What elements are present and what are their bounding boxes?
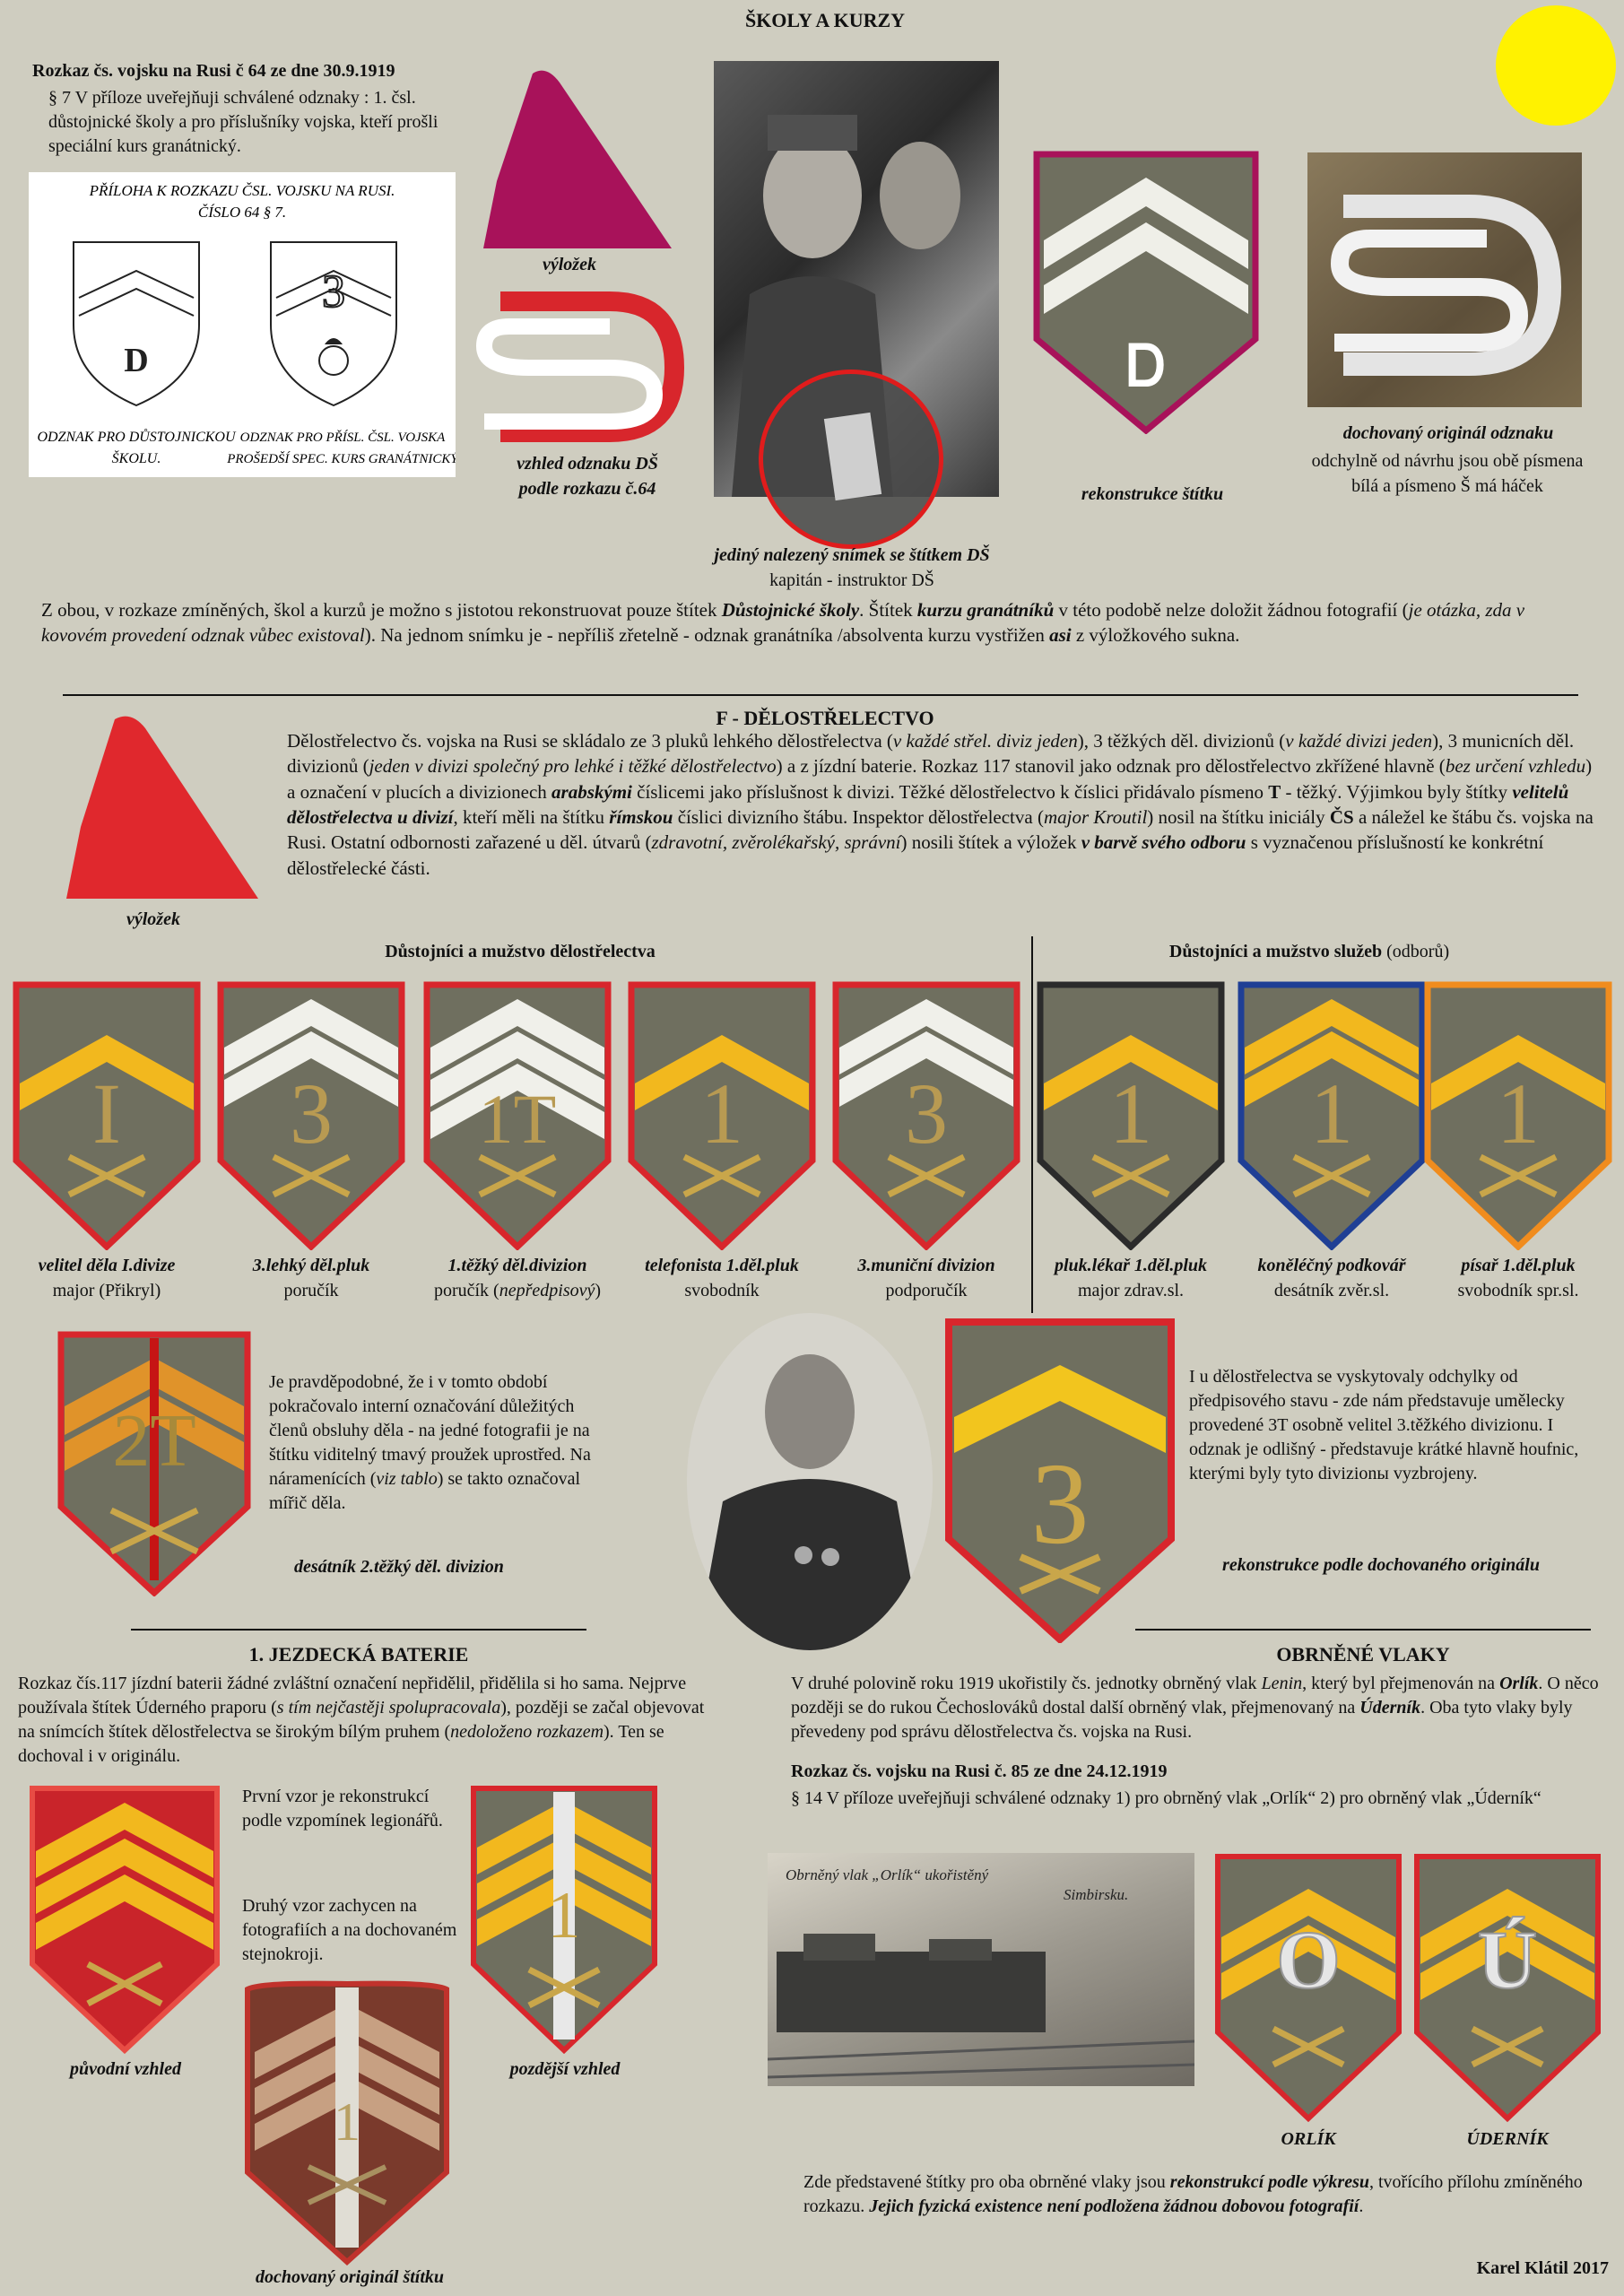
artillery-badge-8 [1424,981,1612,1250]
artillery-badge-num: 1 [1109,1065,1152,1161]
artillery-badge-title: 1.těžký děl.divizion [447,1256,587,1275]
cap-orlik: ORLÍK [1281,2129,1336,2149]
badge-2t [57,1331,251,1596]
artillery-badge-rank: podporučík [885,1281,968,1300]
cavalry-badge-later [470,1785,658,2054]
cavalry-note-2: Druhý vzor zachycen na fotografiích a na dochovaném stejnokroji. [242,1896,457,1964]
trains-title: OBRNĚNÉ VLAKY [1276,1643,1450,1665]
cavalry-badge-first [29,1785,221,2054]
photo-caption-1: jediný nalezený snímek se štítkem DŠ [714,545,990,565]
divider-1 [63,694,1578,696]
original-badge-photo [1307,152,1582,407]
artillery-badge-title: koněléčný podkovář [1257,1256,1406,1275]
vylozek-label-artillery: výložek [126,909,180,929]
svg-text:Ꭰ: Ꭰ [1126,335,1166,398]
ds-caption-2: podle rozkazu č.64 [518,479,656,499]
artillery-badge-1 [13,981,201,1250]
cavalry-original-photo [242,1980,452,2267]
artillery-badge-title: pluk.lékař 1.děl.pluk [1054,1256,1207,1275]
cavalry-text: Rozkaz čís.117 jízdní baterii žádné zvláštní označení nepřidělil, přidělila si ho sama. Nejprve používala štítek Úderného praporu (s tím nejčastěji spolupracovala), později se začal objevovat na snímcích štítek dělostřelectva se širokým bílým pruhem (nedoloženo rozkazem). Ten se dochoval i v originálu. [18,1674,705,1766]
artillery-badge-row [0,981,1624,1322]
badge-3t-num: 3 [1030,1439,1090,1569]
artillery-badge-5 [832,981,1020,1250]
sketch-right-1: ODZNAK PRO PŘÍSL. ČSL. VOJSKA [239,430,446,445]
author: Karel Klátil 2017 [1476,2258,1609,2278]
divider-3 [1135,1629,1591,1631]
artillery-title: F - DĚLOSTŘELECTVO [716,707,934,729]
artillery-badge-num: 1T [478,1080,557,1158]
text-2t: Je pravděpodobné, že i v tomto období pokračovalo interní označování důležitých členů obsluhy děla - na jedné fotografii je na štítku viditelný tmavý proužek uprostřed. Na náramenících (viz tablo) se takto označoval mířič děla. [269,1372,591,1513]
sketch-num: 3 [322,266,345,317]
badge-orlik-letter: O [1276,1914,1341,2005]
order-85-heading: Rozkaz čs. vojsku na Rusi č. 85 ze dne 24.12.1919 [791,1761,1168,1781]
divider-2 [131,1629,586,1631]
sketch-left-2: ŠKOLU. [111,451,161,466]
artillery-badge-rank: poručík [283,1281,339,1300]
cavalry-orig-num: 1 [334,2092,360,2152]
orig-text: odchylně od návrhu jsou obě písmena bílá a písmeno Š má háček [1311,451,1584,496]
badge-2t-num: 2T [112,1399,196,1483]
badge-udernik [1413,1853,1602,2122]
trains-final: Zde představené štítky pro oba obrněné vlaky jsou rekonstrukcí podle výkresu, tvořícího přílohu zmíněného rozkazu. Jejich fyzická existence není podložena žádnou dobovou fotografií. [803,2172,1583,2216]
artillery-badge-7 [1238,981,1426,1250]
badge-orlik [1214,1853,1403,2122]
artillery-badge-rank: svobodník [684,1281,760,1300]
group-left-label: Důstojníci a mužstvo dělostřelectva [385,942,656,961]
badge-udernik-letter: Ú [1477,1914,1538,2005]
artillery-badge-6 [1037,981,1225,1250]
artillery-badge-title: telefonista 1.děl.pluk [645,1256,799,1275]
artillery-badge-3 [423,981,612,1250]
cap-later: pozdější vzhled [509,2059,621,2079]
vylozek-red-icon [59,710,265,908]
artillery-badge-num: I [92,1065,121,1161]
ds-logo-icon [475,289,690,450]
artillery-badge-num: 1 [1310,1065,1353,1161]
badge-3t [945,1318,1175,1643]
artillery-badge-title: 3.muniční divizion [857,1256,995,1275]
group-right-label: Důstojníci a mužstvo služeb (odborů) [1168,942,1450,961]
armored-train-photo [768,1853,1194,2086]
cap-orig: dochovaný originál štítku [255,2267,445,2287]
artillery-badge-title: 3.lehký děl.pluk [252,1256,370,1275]
artillery-badge-num: 3 [290,1065,333,1161]
sketch-header-1: PŘÍLOHA K ROZKAZU ČSL. VOJSKU NA RUSI. [89,182,395,199]
ds-highlight-circle [759,370,943,549]
artillery-badge-num: 3 [905,1065,948,1161]
schools-summary: Z obou, v rozkaze zmíněných, škol a kurzů je možno s jistotou rekonstruovat pouze štítek Důstojnické školy. Štítek kurzu granátníků v této podobě nelze doložit žádnou fotografií (je otázka, zda v kovovém provedení odznak vůbec existoval). Na jednom snímku je - nepříliš zřetelně - odznak granátníka /absolventa kurzu vystřižen asi z výložkového sukna. [41,599,1525,647]
train-photo-label-2: Simbirsku. [1064,1886,1129,1903]
order-64-text: § 7 V příloze uveřejňuji schválené odznaky : 1. čsl. důstojnické školy a pro příslušníky vojska, kteří prošli speciální kurs granátnický. [48,88,439,156]
yellow-dot [1496,5,1616,126]
vylozek-label-schools: výložek [543,255,596,274]
text-3t: I u dělostřelectva se vyskytovaly odchylky od předpisového stavu - zde nám představuje umělecky provedené 3T osobně velitel 3.těžkého divizionu. I odznak je odlišný - představuje krátké hlavně houfnic, kterými byly tyto divizionы vyzbrojeny. [1189,1367,1579,1483]
cavalry-badge-num: 1 [547,1879,581,1952]
artillery-badge-title: písař 1.děl.pluk [1461,1256,1576,1275]
artillery-badge-rank: svobodník spr.sl. [1457,1281,1579,1300]
photo-caption-2: kapitán - instruktor DŠ [769,570,934,590]
svg-text:D: D [124,342,149,379]
artillery-badge-rank: major zdrav.sl. [1077,1281,1185,1300]
ds-caption-1: vzhled odznaku DŠ [517,454,658,474]
artillery-badge-4 [628,981,816,1250]
sketch-right-2: PROŠEDŠÍ SPEC. KURS GRANÁTNICKÝ [227,452,456,466]
cap-first: původní vzhled [70,2059,181,2079]
ds-reconstruction-badge [1033,151,1259,434]
artillery-badge-rank: major (Přikryl) [52,1281,161,1300]
order-sketch [29,172,456,477]
artillery-badge-2 [217,981,405,1250]
sketch-left-1: ODZNAK PRO DŮSTOJNICKOU [37,430,236,445]
officer-portrait [687,1313,933,1650]
artillery-badge-rank: desátník zvěr.sl. [1273,1281,1390,1300]
vylozek-magenta-icon [479,65,676,253]
recon-caption: rekonstrukce štítku [1081,484,1224,504]
cavalry-note-1: První vzor je rekonstrukcí podle vzpomínek legionářů. [242,1787,443,1831]
order-85-text: § 14 V příloze uveřejňuji schválené odznaky 1) pro obrněný vlak „Orlík“ 2) pro obrněný vlak „Úderník“ [791,1788,1541,1808]
cap-udernik: ÚDERNÍK [1466,2129,1549,2149]
trains-text: V druhé polovině roku 1919 ukořistily čs. jednotky obrněný vlak Lenin, který byl přejmenován na Orlík. O něco později se do rukou Čechoslováků dostal další obrněný vlak, přejmenovaný na Úderník. Oba tyto vlaky byly převedeny pod správu dělostřelectva čs. vojska na Rusi. [791,1674,1599,1742]
artillery-badge-title: velitel děla I.divize [38,1256,176,1275]
sketch-header-2: ČÍSLO 64 § 7. [197,204,287,221]
cavalry-title: 1. JEZDECKÁ BATERIE [248,1643,469,1665]
artillery-badge-rank: poručík (nepředpisový) [433,1281,602,1300]
artillery-badge-num: 1 [1497,1065,1540,1161]
order-64-heading: Rozkaz čs. vojsku na Rusi č 64 ze dne 30.9.1919 [32,61,395,81]
artillery-badge-num: 1 [700,1065,743,1161]
artillery-text: Dělostřelectvo čs. vojska na Rusi se skládalo ze 3 pluků lehkého dělostřelectva (v každé střel. diviz jeden), 3 těžkých děl. divizionů (v každé divizi jeden), 3 municních děl. divizionů (jeden v divizi společný pro lehké i těžké dělostřelectvo) a z jízdní baterie. Rozkaz 117 stanovil jako odznak pro dělostřelectvo zkřížené hlavně (bez určení vzhledu) a označení v plucích a divizionech arabskými číslicemi jako příslušnost k divizi. Těžké dělostřelectvo k číslici přidávalo písmeno T - těžký. Výjimkou byly štítky velitelů dělostřelectva u divizí, kteří měli na štítku římskou číslici divizního štábu. Inspektor dělostřelectva (major Kroutil) nosil na štítku iniciály ČS a náležel ke štábu čs. vojska na Rusi. Ostatní odbornosti zařazené u děl. útvarů (zdravotní, zvěrolékařský, správní) nosili štítek a výložek v barvě svého odboru s vyznačenou příslušností ke konkrétní dělostřelecké části. [287,730,1594,879]
caption-2t: desátník 2.těžký děl. divizion [294,1557,504,1577]
caption-3t: rekonstrukce podle dochovaného originálu [1222,1555,1540,1575]
train-photo-label-1: Obrněný vlak „Orlík“ ukořistěný [786,1866,989,1883]
schools-title: ŠKOLY A KURZY [744,9,906,31]
orig-caption: dochovaný originál odznaku [1342,423,1554,443]
